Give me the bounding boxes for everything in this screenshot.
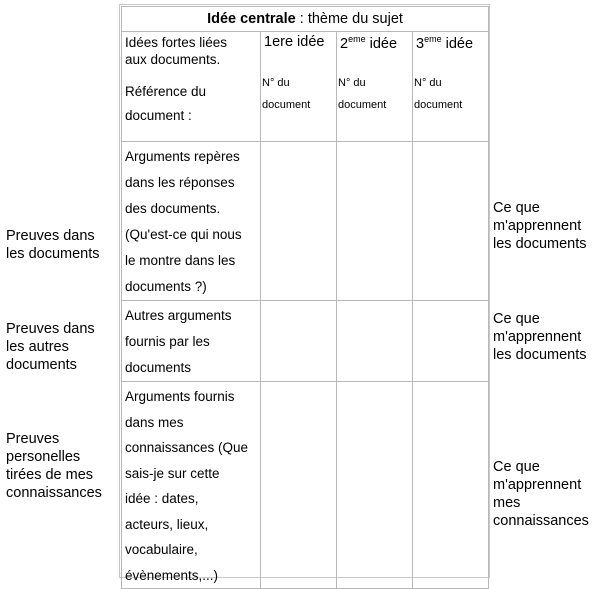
right-label-line: les documents [493, 347, 587, 363]
proofs-other-documents-idea-2[interactable] [337, 301, 413, 382]
right-label-line: m'apprennent [493, 329, 582, 345]
proofs-knowledge-idea-3[interactable] [413, 382, 489, 589]
proofs-knowledge-idea-1[interactable] [261, 382, 337, 589]
idea-2-cell[interactable] [337, 32, 413, 142]
cell-line: vocabulaire, [125, 542, 198, 557]
idea-3-cell[interactable] [413, 32, 489, 142]
header-cell [122, 7, 489, 32]
right-label-line: les documents [493, 236, 587, 252]
doc-ref-line: N° du [338, 76, 366, 89]
header-row [122, 7, 489, 32]
proofs-other-documents-label-cell [122, 301, 261, 382]
cell-line: sais-je sur cette [125, 465, 220, 481]
left-label-line: documents [6, 357, 77, 373]
reference-label-line: Référence du [125, 84, 207, 99]
right-label-line: Ce que [493, 200, 540, 216]
proofs-documents-idea-2[interactable] [337, 142, 413, 301]
ideas-label-line: aux documents. [125, 52, 221, 67]
proofs-documents-idea-1[interactable] [261, 142, 337, 301]
cell-line: le montre dans les [125, 253, 236, 268]
idea-3-number: 3 [416, 35, 425, 52]
cell-line: Arguments repères [125, 149, 240, 164]
proofs-other-documents-idea-1[interactable] [261, 301, 337, 382]
right-label-other-documents [493, 310, 587, 364]
left-label-line: les autres [6, 339, 69, 355]
cell-line: documents ?) [125, 279, 207, 294]
idea-2-word: idée [365, 35, 398, 52]
cell-line: (Qu'est-ce qui nous [125, 227, 242, 242]
ideas-row [122, 32, 489, 142]
doc-ref-line: document [414, 98, 463, 111]
central-idea-title: Idée centrale [207, 11, 296, 27]
doc-ref-line: document [262, 99, 311, 111]
ideas-label-cell [122, 32, 261, 142]
cell-line: Autres arguments [125, 308, 232, 323]
proofs-other-documents-row [122, 301, 489, 382]
left-label-line: connaissances [6, 485, 102, 501]
right-label-line: m'apprennent [493, 477, 582, 493]
proofs-documents-idea-3[interactable] [413, 142, 489, 301]
cell-line: dans les réponses [125, 175, 235, 190]
proofs-other-documents-idea-3[interactable] [413, 301, 489, 382]
right-label-documents [493, 199, 587, 253]
idea-1-cell[interactable] [261, 32, 337, 142]
left-label-line: personelles [6, 449, 81, 465]
doc-ref-2 [337, 52, 412, 116]
cell-line: connaissances (Que [125, 440, 249, 455]
reference-label-line: document : [125, 108, 192, 123]
proofs-knowledge-row [122, 382, 489, 589]
idea-2-number: 2 [340, 35, 349, 52]
left-label-other-documents [6, 320, 95, 374]
cell-line: fournis par les [125, 334, 210, 349]
ideas-label-block [122, 32, 260, 128]
cell-line: documents [125, 360, 192, 375]
cell-line: des documents. [125, 201, 221, 216]
central-idea-subtitle: : thème du sujet [295, 11, 403, 27]
right-label-line: Ce que [493, 311, 540, 327]
idea-3-header [413, 32, 488, 52]
left-label-documents [6, 227, 100, 263]
proofs-documents-text [122, 142, 260, 300]
right-label-line: mes [493, 495, 521, 511]
idea-2-suffix: eme [348, 34, 366, 44]
proofs-knowledge-text [122, 382, 260, 588]
cell-line: dans mes [125, 414, 184, 430]
right-label-line: Ce que [493, 459, 540, 475]
left-label-line: les documents [6, 246, 100, 262]
right-label-line: m'apprennent [493, 218, 582, 234]
left-label-line: Preuves dans [6, 228, 95, 244]
left-label-personal [6, 430, 102, 502]
proofs-other-documents-text [122, 301, 260, 381]
proofs-documents-row [122, 142, 489, 301]
left-label-line: Preuves [6, 431, 60, 447]
spacer [125, 68, 257, 80]
idea-3-word: idée [441, 35, 474, 52]
left-label-line: tirées de mes [6, 467, 94, 483]
left-label-line: Preuves dans [6, 321, 95, 337]
study-grid-table [121, 6, 489, 589]
ideas-label-line: Idées fortes liées [125, 35, 228, 50]
right-label-line: connaissances [493, 513, 589, 529]
idea-1-header: 1ere idée [264, 34, 325, 50]
proofs-knowledge-idea-2[interactable] [337, 382, 413, 589]
cell-line: acteurs, lieux, [125, 516, 209, 532]
doc-ref-3 [413, 52, 488, 116]
doc-ref-line: N° du [262, 77, 290, 89]
cell-line: évènements,...) [125, 567, 219, 583]
doc-ref-line: N° du [414, 76, 442, 89]
cell-line: idée : dates, [125, 491, 199, 506]
right-label-knowledge [493, 458, 589, 530]
idea-3-suffix: eme [424, 34, 442, 44]
cell-line: Arguments fournis [125, 389, 235, 404]
doc-ref-line: document [338, 98, 387, 111]
proofs-documents-label-cell [122, 142, 261, 301]
doc-ref-1 [261, 50, 336, 116]
proofs-knowledge-label-cell [122, 382, 261, 589]
idea-2-header [337, 32, 412, 52]
